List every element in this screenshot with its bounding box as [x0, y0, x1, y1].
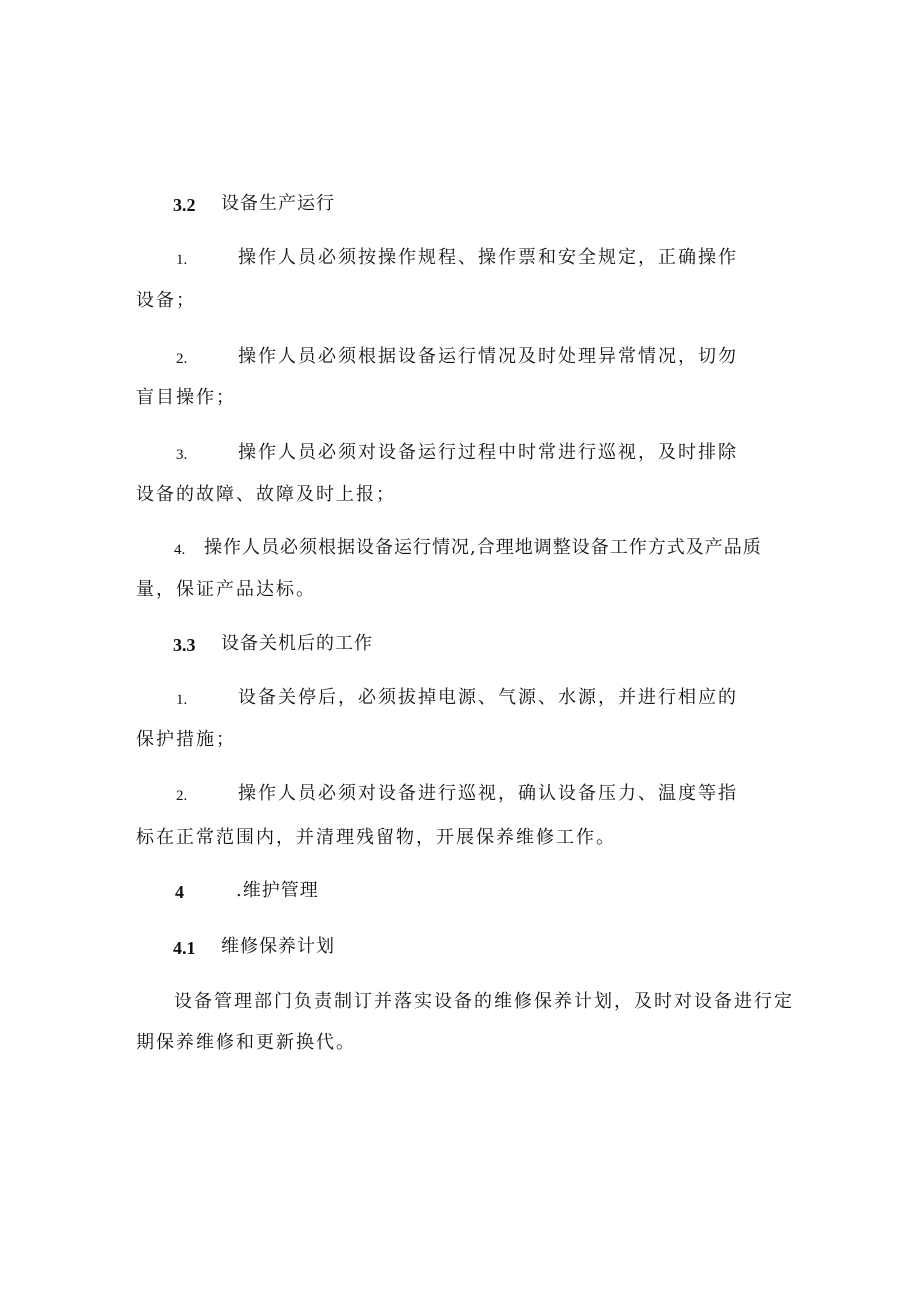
section-number: 4 — [175, 882, 184, 902]
list-item-text-cont: 量，保证产品达标。 — [136, 579, 316, 600]
list-number: 4. — [174, 542, 186, 558]
list-item-text-cont: 设备的故障、故障及时上报； — [136, 484, 396, 505]
list-item-text-cont: 标在正常范围内，并清理残留物，开展保养维修工作。 — [136, 827, 616, 848]
list-number: 3. — [176, 447, 188, 463]
list-number: 1. — [176, 252, 188, 268]
list-number: 1. — [176, 692, 188, 708]
list-item-text-cont: 保护措施； — [136, 729, 236, 750]
list-item-text-cont: 设备； — [136, 290, 196, 311]
section-title: 维修保养计划 — [221, 936, 335, 957]
paragraph-text-cont: 期保养维修和更新换代。 — [136, 1032, 356, 1053]
section-title: 设备生产运行 — [221, 193, 335, 214]
list-item-text: 操作人员必须对设备运行过程中时常进行巡视，及时排除 — [238, 442, 738, 463]
section-title: 设备关机后的工作 — [221, 633, 373, 654]
list-item-text: 操作人员必须根据设备运行情况,合理地调整设备工作方式及产品质 — [204, 537, 762, 558]
list-item-text: 操作人员必须根据设备运行情况及时处理异常情况，切勿 — [238, 346, 738, 367]
list-number: 2. — [176, 351, 188, 367]
section-number: 3.3 — [173, 635, 196, 655]
section-number: 3.2 — [173, 195, 196, 215]
list-number: 2. — [176, 788, 188, 804]
paragraph-text: 设备管理部门负责制订并落实设备的维修保养计划，及时对设备进行定 — [174, 991, 794, 1012]
list-item-text: 操作人员必须对设备进行巡视，确认设备压力、温度等指 — [238, 783, 738, 804]
section-number: 4.1 — [173, 938, 196, 958]
list-item-text: 设备关停后，必须拔掉电源、气源、水源，并进行相应的 — [238, 687, 738, 708]
list-item-text: 操作人员必须按操作规程、操作票和安全规定，正确操作 — [238, 247, 738, 268]
section-title: .维护管理 — [236, 880, 319, 901]
list-item-text-cont: 盲目操作； — [136, 387, 236, 408]
